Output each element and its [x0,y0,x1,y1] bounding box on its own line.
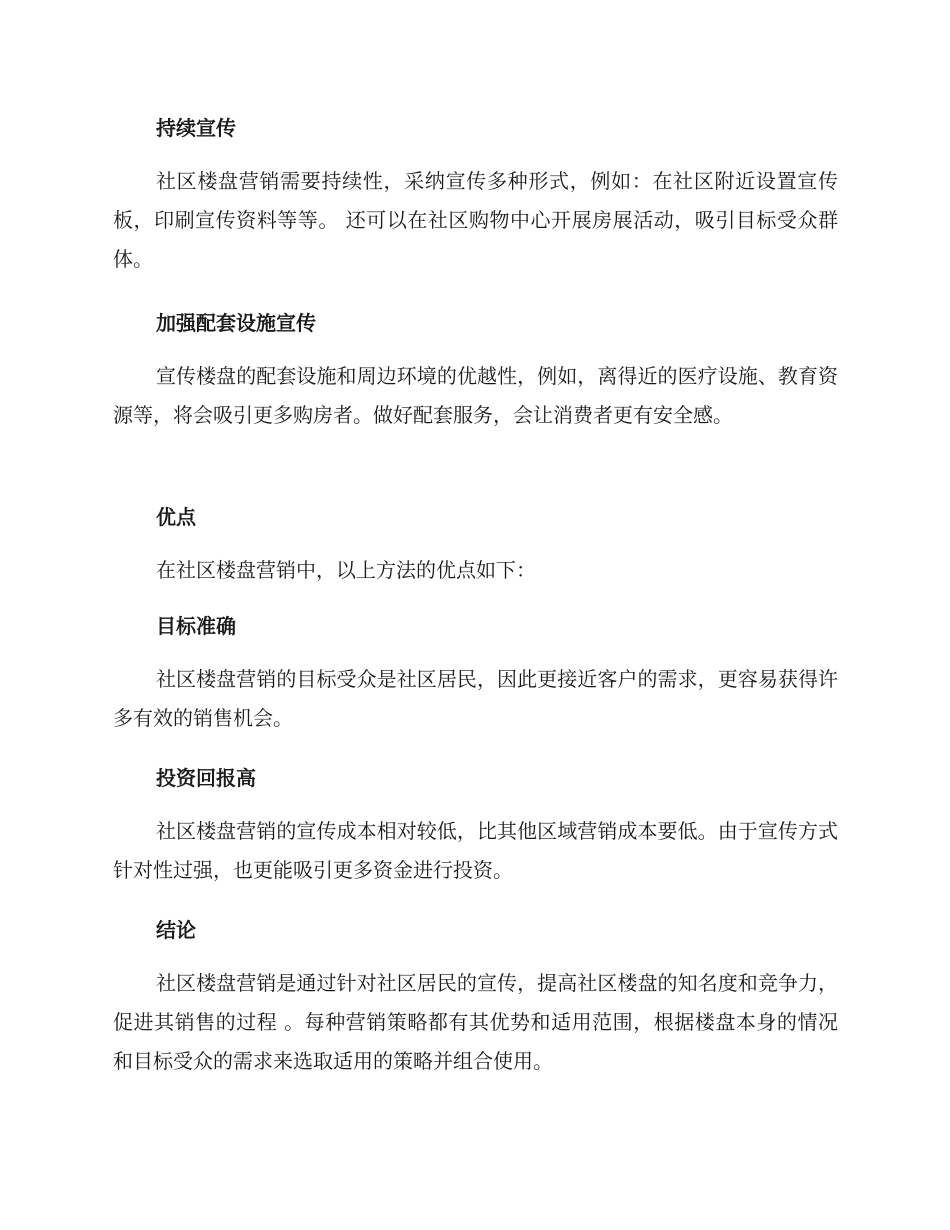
section-paragraph: 宣传楼盘的配套设施和周边环境的优越性，例如，离得近的医疗设施、教育资源等，将会吸引更多购房者。做好配套服务，会让消费者更有安全感。 [113,364,838,427]
section-paragraph: 社区楼盘营销的目标受众是社区居民，因此更接近客户的需求，更容易获得许多有效的销售机会。 [113,667,838,730]
section-heading: 持续宣传 [156,116,236,140]
section-heading: 投资回报高 [156,766,256,790]
section-heading: 加强配套设施宣传 [156,311,316,335]
section-heading: 优点 [156,505,196,529]
section-paragraph: 社区楼盘营销是通过针对社区居民的宣传，提高社区楼盘的知名度和竞争力，促进其销售的过程 。每种营销策略都有其优势和适用范围，根据楼盘本身的情况和目标受众的需求来选取适用的策略并组合使用。 [113,971,838,1073]
section-heading: 目标准确 [156,614,236,638]
section-paragraph: 在社区楼盘营销中，以上方法的优点如下： [156,558,536,582]
section-paragraph: 社区楼盘营销的宣传成本相对较低，比其他区域营销成本要低。由于宣传方式针对性过强，也更能吸引更多资金进行投资。 [113,819,838,882]
section-heading: 结论 [156,918,196,942]
section-paragraph: 社区楼盘营销需要持续性，采纳宣传多种形式，例如：在社区附近设置宣传板，印刷宣传资料等等。 还可以在社区购物中心开展房展活动，吸引目标受众群体。 [113,169,838,271]
